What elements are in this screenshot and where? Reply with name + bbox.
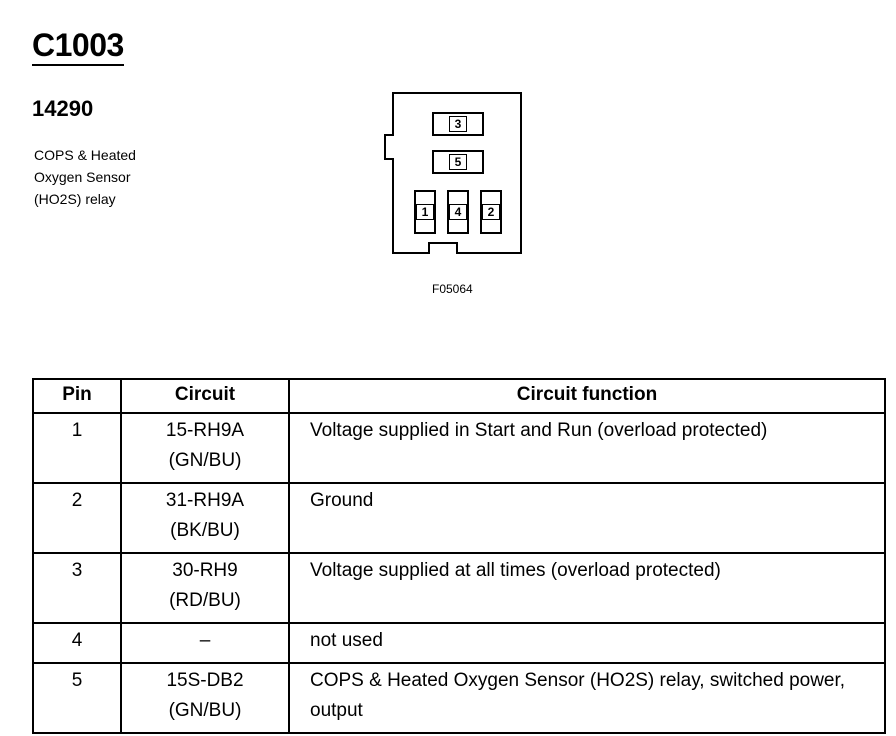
circuit-cell <box>121 483 289 553</box>
table-row <box>33 553 885 623</box>
wire-color: (BK/BU) <box>170 520 240 541</box>
header-circuit: Circuit <box>121 379 289 413</box>
circuit-cell <box>121 623 289 663</box>
cavity-label: 1 <box>416 204 435 220</box>
cavity-1 <box>414 190 436 234</box>
wire-color: (GN/BU) <box>168 450 242 471</box>
table-row <box>33 413 885 483</box>
circuit-function: COPS & Heated Oxygen Sensor (HO2S) relay, switched power, output <box>289 663 885 733</box>
description-line: Oxygen Sensor <box>34 169 131 185</box>
circuit-cell <box>121 553 289 623</box>
pin-number: 1 <box>33 413 121 483</box>
cavity-label: 2 <box>482 204 501 220</box>
cavity-label: 4 <box>449 204 468 220</box>
table-row <box>33 663 885 733</box>
circuit-function: Voltage supplied in Start and Run (overload protected) <box>289 413 885 483</box>
wire-color: (RD/BU) <box>169 590 241 611</box>
cavity-4 <box>447 190 469 234</box>
connector-id-title: C1003 <box>32 28 124 66</box>
pinout-table <box>32 378 886 734</box>
circuit-code: 30-RH9 <box>172 560 238 581</box>
header-pin: Pin <box>33 379 121 413</box>
connector-latch <box>384 134 394 160</box>
figure-code: F05064 <box>432 282 473 296</box>
circuit-code: 31-RH9A <box>165 490 245 511</box>
cavity-label: 5 <box>449 154 468 170</box>
cavity-label: 3 <box>449 116 468 132</box>
description-line: (HO2S) relay <box>34 191 116 207</box>
circuit-code: – <box>199 630 211 651</box>
description-line: COPS & Heated <box>34 147 136 163</box>
header-circuit-function: Circuit function <box>289 379 885 413</box>
circuit-cell <box>121 663 289 733</box>
circuit-function: Ground <box>289 483 885 553</box>
pin-number: 5 <box>33 663 121 733</box>
cavity-5 <box>432 150 484 174</box>
cavity-3 <box>432 112 484 136</box>
part-number: 14290 <box>32 96 94 121</box>
pin-number: 4 <box>33 623 121 663</box>
component-description <box>34 144 136 210</box>
circuit-cell <box>121 413 289 483</box>
circuit-function: not used <box>289 623 885 663</box>
wire-color: (GN/BU) <box>168 700 242 721</box>
circuit-function: Voltage supplied at all times (overload protected) <box>289 553 885 623</box>
circuit-code: 15-RH9A <box>165 420 245 441</box>
table-header-row <box>33 379 885 413</box>
pin-number: 2 <box>33 483 121 553</box>
connector-face-diagram <box>392 92 522 254</box>
cavity-2 <box>480 190 502 234</box>
table-row <box>33 483 885 553</box>
connector-key <box>428 242 458 254</box>
pin-number: 3 <box>33 553 121 623</box>
table-row <box>33 623 885 663</box>
circuit-code: 15S-DB2 <box>166 670 244 691</box>
